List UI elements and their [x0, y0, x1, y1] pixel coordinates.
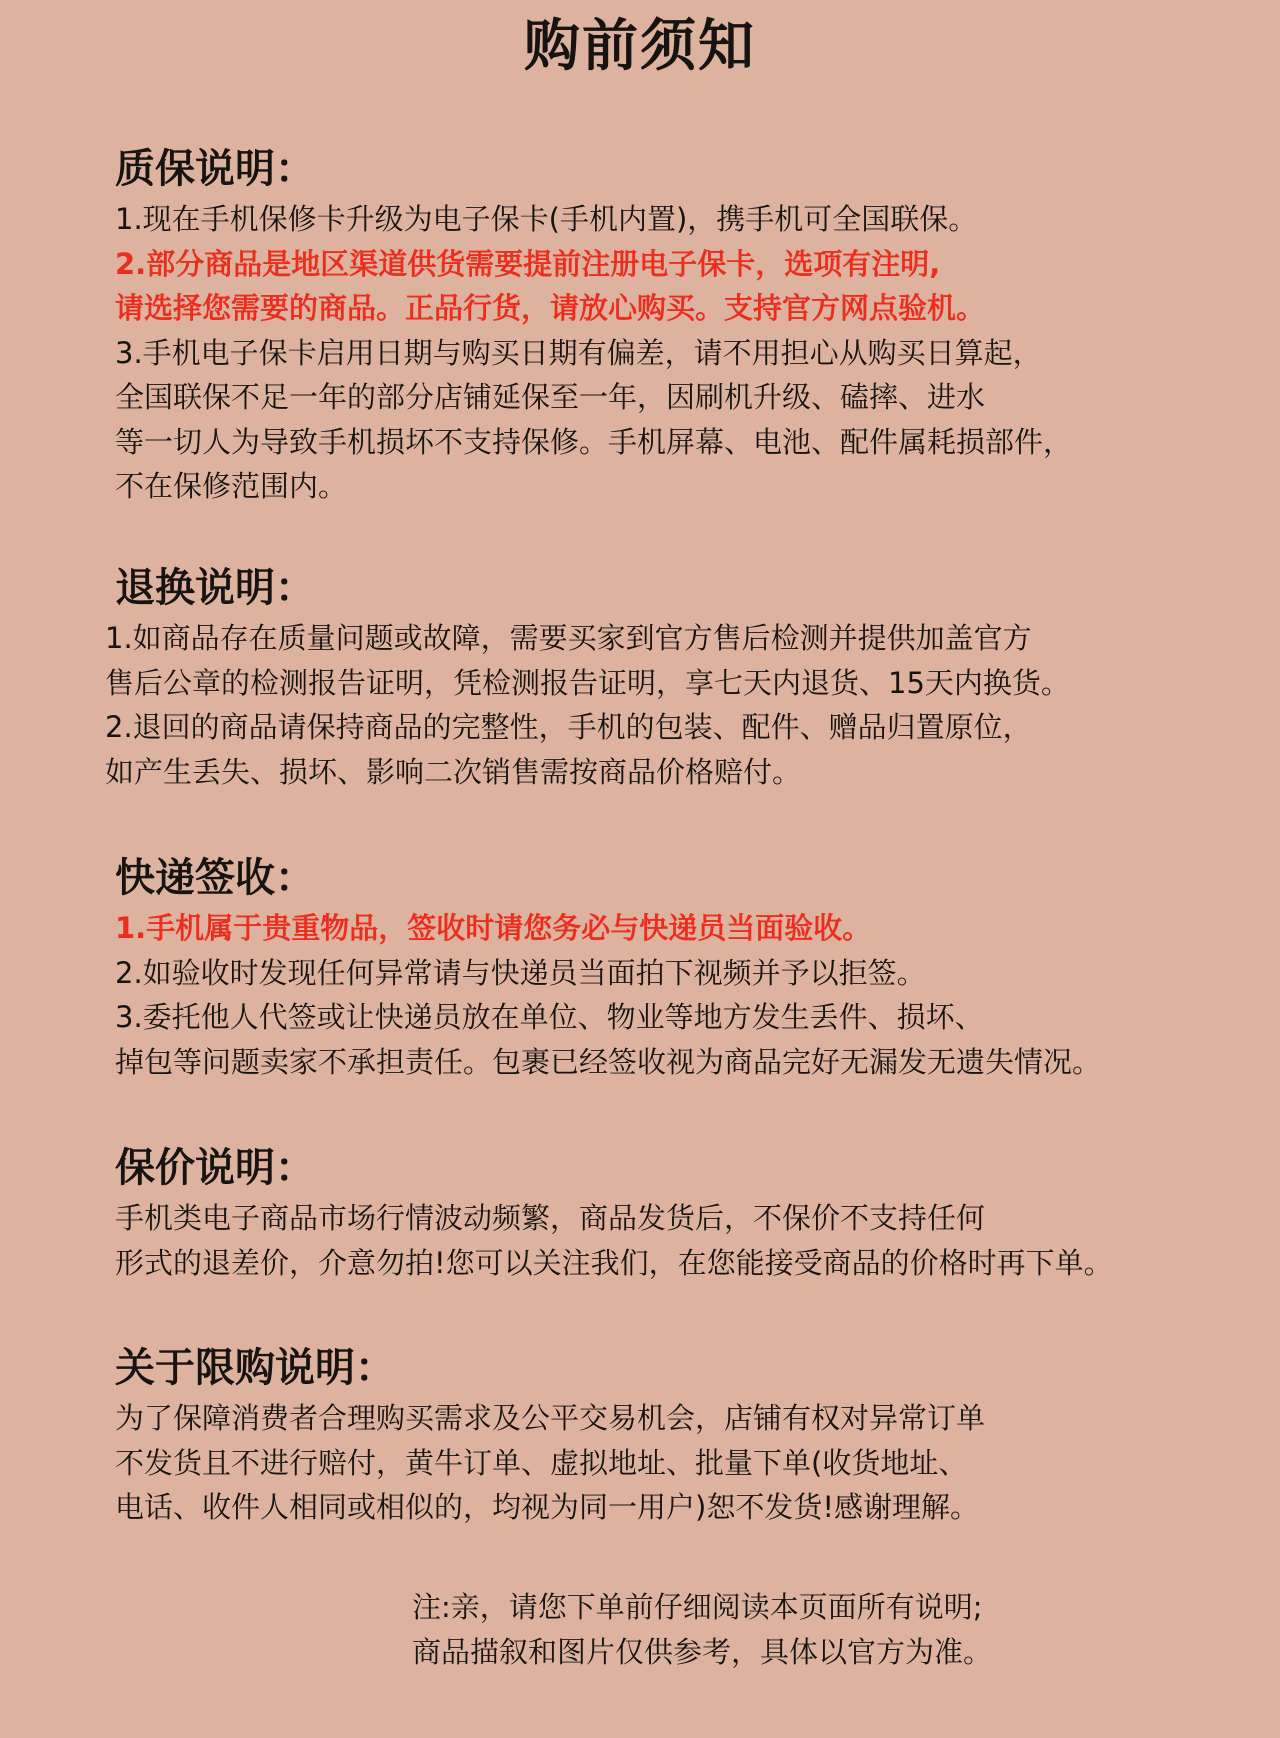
section-line: 3.委托他人代签或让快递员放在单位、物业等地方发生丢件、损坏、 [115, 1000, 984, 1034]
section-heading: 保价说明： [115, 1145, 315, 1191]
section-line-highlight: 1.手机属于贵重物品，签收时请您务必与快递员当面验收。 [115, 911, 872, 945]
section-returns [105, 562, 1255, 794]
section-line-highlight: 2.部分商品是地区渠道供货需要提前注册电子保卡，选项有注明, [115, 246, 941, 281]
section-line: 3.手机电子保卡启用日期与购买日期有偏差，请不用担心从购买日算起， [115, 335, 1042, 370]
section-line: 2.退回的商品请保持商品的完整性，手机的包装、配件、赠品归置原位， [105, 710, 1032, 744]
section-line: 1.现在手机保修卡升级为电子保卡(手机内置)，携手机可全国联保。 [115, 202, 978, 236]
section-heading: 退换说明： [115, 565, 315, 611]
section-heading: 关于限购说明： [115, 1345, 395, 1391]
note-line: 商品描叙和图片仅供参考，具体以官方为准。 [412, 1634, 993, 1669]
section-line: 为了保障消费者合理购买需求及公平交易机会，店铺有权对异常订单 [115, 1401, 986, 1435]
section-line: 全国联保不足一年的部分店铺延保至一年，因刷机升级、磕摔、进水 [115, 380, 986, 414]
section-heading: 快递签收： [115, 855, 315, 901]
section-line: 1.如商品存在质量问题或故障，需要买家到官方售后检测并提供加盖官方 [105, 621, 1032, 655]
section-delivery [115, 852, 1255, 1084]
section-line: 不在保修范围内。 [115, 469, 348, 503]
section-line: 手机类电子商品市场行情波动频繁，商品发货后，不保价不支持任何 [115, 1201, 986, 1235]
section-line: 售后公章的检测报告证明，凭检测报告证明，享七天内退货、15天内换货。 [105, 665, 1070, 700]
section-line: 电话、收件人相同或相似的，均视为同一用户)恕不发货!感谢理解。 [115, 1490, 979, 1524]
section-price-protection [115, 1142, 1255, 1285]
section-line: 等一切人为导致手机损坏不支持保修。手机屏幕、电池、配件属耗损部件， [115, 424, 1073, 459]
section-line: 形式的退差价，介意勿拍!您可以关注我们，在您能接受商品的价格时再下单。 [115, 1245, 1113, 1280]
page-title: 购前须知 [524, 14, 756, 79]
note-line: 注:亲，请您下单前仔细阅读本页面所有说明; [412, 1590, 983, 1624]
section-heading: 质保说明： [115, 146, 315, 192]
section-warranty [115, 143, 1255, 509]
section-purchase-limit [115, 1342, 1255, 1530]
section-line: 掉包等问题卖家不承担责任。包裹已经签收视为商品完好无漏发无遗失情况。 [115, 1044, 1102, 1079]
section-line-highlight: 请选择您需要的商品。正品行货，请放心购买。支持官方网点验机。 [115, 291, 986, 325]
section-line: 不发货且不进行赔付，黄牛订单、虚拟地址、批量下单(收货地址、 [115, 1445, 968, 1480]
footer-note [412, 1585, 1252, 1674]
section-line: 2.如验收时发现任何异常请与快递员当面拍下视频并予以拒签。 [115, 955, 926, 990]
section-line: 如产生丢失、损坏、影响二次销售需按商品价格赔付。 [105, 754, 802, 789]
